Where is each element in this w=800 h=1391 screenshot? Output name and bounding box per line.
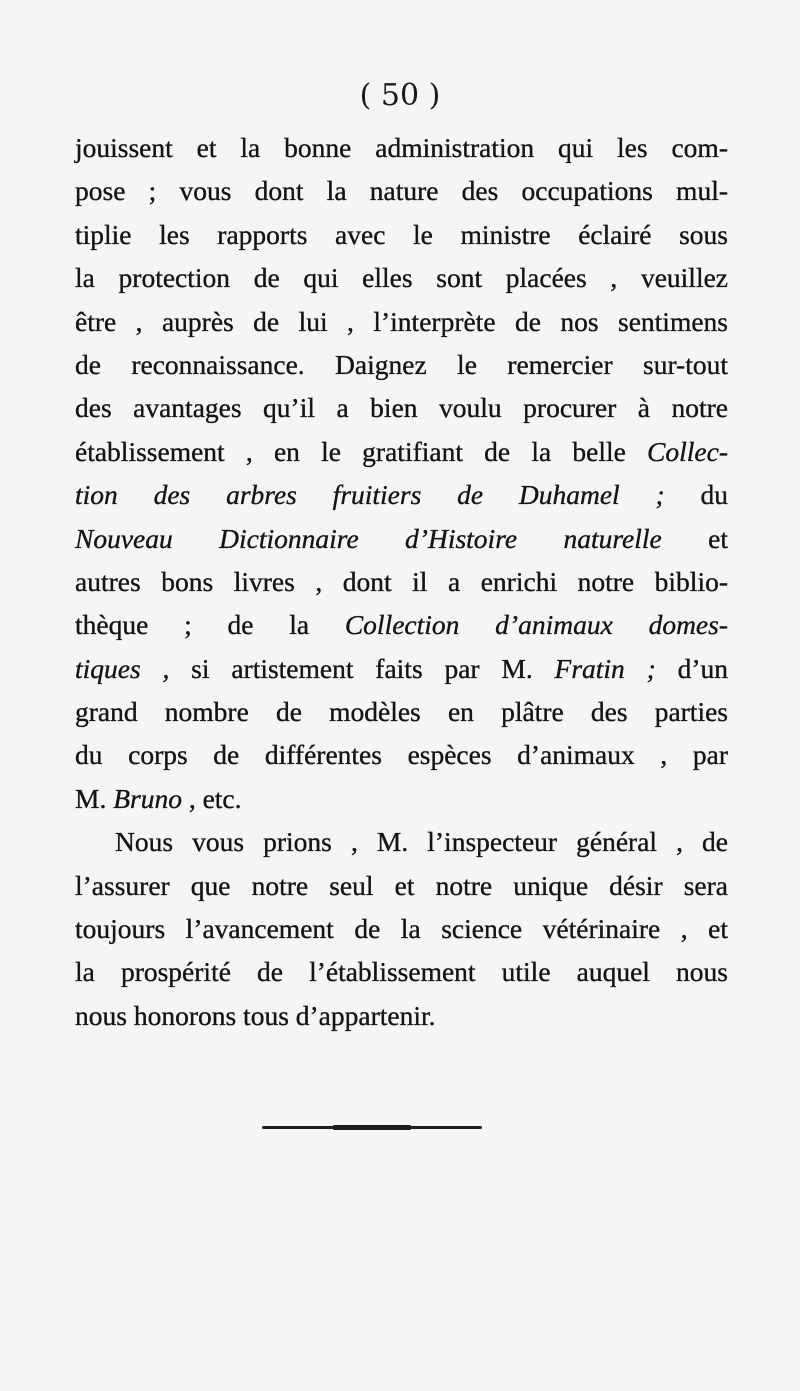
text-segment: grand nombre de modèles en plâtre des parties — [75, 696, 728, 728]
text-line — [75, 517, 728, 560]
page-number: ( 50 ) — [359, 78, 441, 113]
text-segment: si artistement faits par M. — [169, 652, 555, 684]
italic-segment: Collection d’animaux domes- — [344, 609, 728, 641]
text-line — [75, 343, 728, 386]
text-segment: la prospérité de l’établissement utile auquel nous — [75, 956, 728, 988]
text-segment: être , auprès de lui , l’interprète de nos sentimens — [75, 305, 728, 337]
text-segment: et — [661, 522, 728, 554]
text-segment: établissement , en le gratifiant de la belle — [75, 435, 648, 467]
text-line — [75, 994, 728, 1037]
text-segment: du corps de différentes espèces d’animaux , par — [75, 739, 728, 771]
text-segment: jouissent et la bonne administration qui les com- — [75, 132, 728, 163]
text-segment: autres bons livres , dont il a enrichi notre biblio- — [75, 565, 728, 597]
paragraph — [75, 126, 728, 820]
text-segment: pose ; vous dont la nature des occupations mul- — [75, 175, 728, 207]
text-segment: toujours l’avancement de la science vétérinaire , et — [75, 913, 728, 945]
paragraph — [75, 820, 728, 1037]
italic-segment: Collec- — [647, 435, 728, 467]
text-line — [75, 473, 728, 516]
text-line — [75, 169, 728, 212]
text-line — [75, 907, 728, 950]
text-line — [75, 733, 728, 776]
text-segment: du — [664, 479, 728, 511]
text-line — [75, 560, 728, 603]
text-line — [75, 126, 728, 169]
italic-segment: Nouveau Dictionnaire d’Histoire naturelle — [75, 522, 662, 554]
text-line — [75, 603, 728, 646]
italic-segment: tiques , — [75, 652, 170, 684]
text-segment: tiplie les rapports avec le ministre éclairé sous — [75, 218, 728, 250]
text-line — [75, 213, 728, 256]
text-segment: de reconnaissance. Daignez le remercier sur-tout — [75, 348, 728, 380]
text-segment: thèque ; de la — [75, 609, 345, 641]
text-segment: l’assurer que notre seul et notre unique désir sera — [75, 869, 728, 901]
text-segment: Nous vous prions , M. l’inspecteur général , de — [115, 826, 728, 858]
text-segment: d’un — [655, 652, 728, 684]
text-line — [75, 300, 728, 343]
text-segment: la protection de qui elles sont placées , veuillez — [75, 262, 728, 294]
text-line — [75, 864, 728, 907]
text-line — [75, 256, 728, 299]
body-text — [75, 126, 728, 1037]
text-segment: M. — [75, 782, 114, 814]
text-segment: nous honorons tous d’appartenir. — [75, 999, 436, 1031]
text-line — [75, 820, 728, 863]
end-rule-divider — [262, 1126, 482, 1129]
text-line — [75, 777, 728, 820]
text-line — [75, 430, 728, 473]
text-line — [75, 647, 728, 690]
text-segment: , etc. — [181, 782, 242, 814]
text-line — [75, 386, 728, 429]
text-segment: des avantages qu’il a bien voulu procurer à notre — [75, 392, 728, 424]
text-line — [75, 950, 728, 993]
italic-segment: tion des arbres fruitiers de Duhamel ; — [75, 479, 665, 511]
italic-segment: Bruno — [113, 782, 182, 814]
italic-segment: Fratin ; — [554, 652, 656, 684]
text-line — [75, 690, 728, 733]
